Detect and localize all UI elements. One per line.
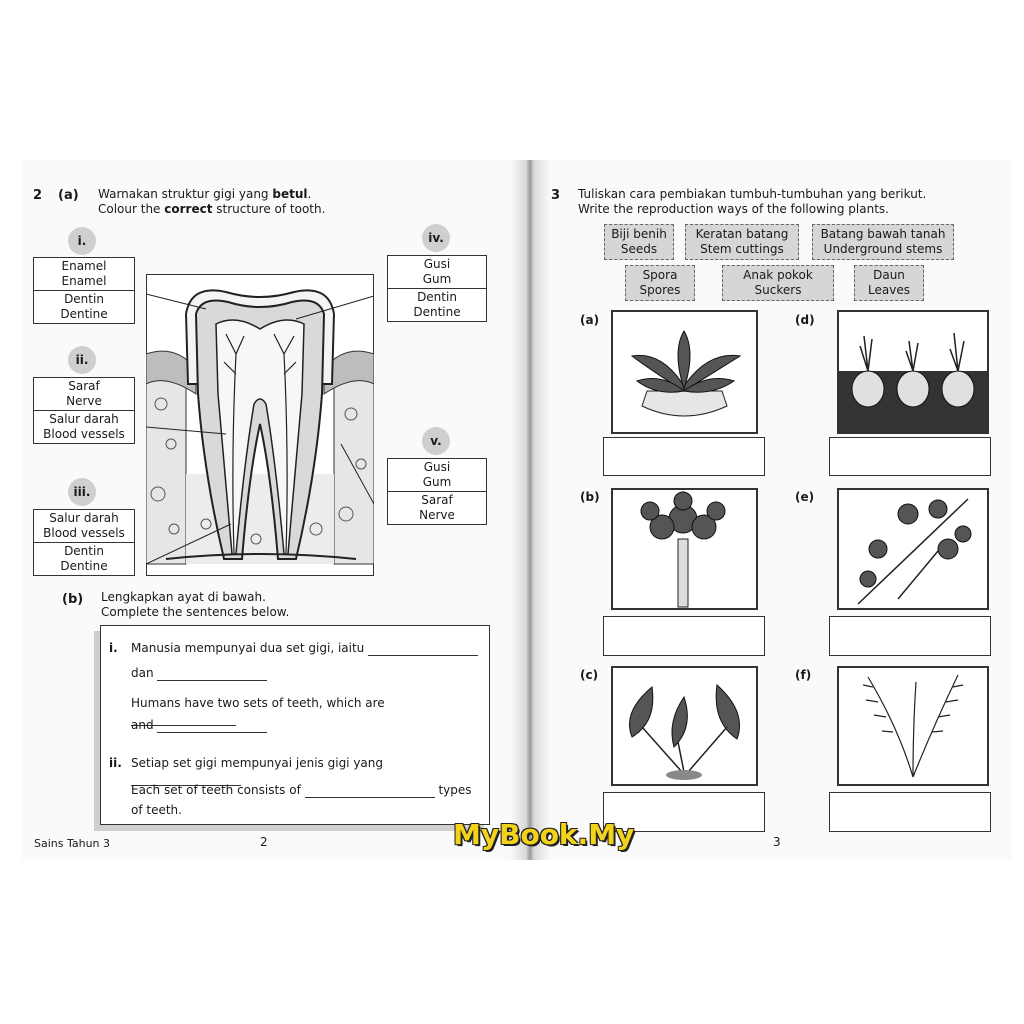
sentence-i-en-and (131, 718, 267, 733)
option-gum[interactable]: Gusi Gum (388, 459, 486, 492)
plant-e-picture (837, 488, 989, 610)
plant-d-label: (d) (795, 313, 815, 327)
question-2b-marker: (b) (62, 592, 84, 607)
instruction-en-post: structure of tooth. (212, 202, 326, 216)
option-ms: Biji benih (611, 227, 667, 241)
option-en: Spores (639, 283, 681, 297)
sentence-i-ms-text: Manusia mempunyai dua set gigi, iaitu (131, 641, 365, 655)
option-spores (625, 265, 695, 301)
dan-text: dan (131, 666, 154, 680)
option-ms: Anak pokok (743, 268, 813, 282)
group-iii-marker: iii. (68, 478, 96, 506)
option-blood-vessels[interactable]: Salur darah Blood vessels (43, 412, 125, 441)
instruction-2b-en: Complete the sentences below. (101, 605, 290, 619)
sentence-i-en-text: Humans have two sets of teeth, which are (131, 696, 385, 710)
sentence-ii-ms (131, 756, 481, 786)
sentence-i-ms (131, 641, 481, 656)
sentence-i-ms-dan (131, 666, 267, 681)
answer-box-a[interactable] (603, 437, 765, 476)
option-suckers (722, 265, 834, 301)
plant-c-label: (c) (580, 668, 599, 682)
plant-c-picture (611, 666, 758, 786)
sentence-ii-en (131, 783, 481, 798)
instruction-ms-pre: Warnakan struktur gigi yang (98, 187, 273, 201)
book-gutter (510, 160, 550, 860)
question-3-instruction (578, 187, 978, 217)
option-en: Suckers (754, 283, 802, 297)
option-en: Stem cuttings (700, 242, 784, 256)
sentence-i-number: i. (109, 641, 118, 655)
plant-a-picture (611, 310, 758, 434)
page-number-right: 3 (773, 835, 781, 849)
instruction-3-en: Write the reproduction ways of the following plants. (578, 202, 889, 216)
instruction-en-pre: Colour the (98, 202, 165, 216)
question-2a-instruction (98, 187, 418, 217)
option-leaves (854, 265, 924, 301)
sentence-ii-number: ii. (109, 756, 122, 770)
option-ms: Batang bawah tanah (820, 227, 946, 241)
question-2b-instruction (101, 590, 401, 620)
option-underground-stems (812, 224, 954, 260)
answer-box-f[interactable] (829, 792, 991, 832)
plant-b-label: (b) (580, 490, 600, 504)
answer-blank[interactable] (368, 655, 478, 656)
group-iii-options (33, 509, 135, 576)
group-iv-options (387, 255, 487, 322)
option-en: Leaves (868, 283, 910, 297)
question-3-number: 3 (551, 188, 561, 203)
option-gum[interactable]: Gusi Gum (388, 256, 486, 289)
answer-blank[interactable] (305, 797, 435, 798)
option-dentine[interactable]: Dentin Dentine (413, 290, 461, 319)
group-v-marker: v. (422, 427, 450, 455)
sentence-ii-en-pre: Each set of teeth consists of (131, 783, 301, 797)
answer-blank[interactable] (157, 732, 267, 733)
instruction-ms-post: . (307, 187, 312, 201)
option-blood-vessels[interactable]: Salur darah Blood vessels (34, 510, 134, 543)
option-dentine[interactable]: Dentin Dentine (60, 292, 108, 321)
option-seeds (604, 224, 674, 260)
sentence-ii-ms-text: Setiap set gigi mempunyai jenis gigi yang (131, 756, 384, 770)
sentence-ii-en-types: types (438, 783, 472, 797)
plant-d-picture (837, 310, 989, 434)
instruction-2b-ms: Lengkapkan ayat di bawah. (101, 590, 266, 604)
answer-box-e[interactable] (829, 616, 991, 656)
option-ms: Daun (873, 268, 905, 282)
question-2-number: 2 (33, 188, 43, 203)
group-ii-options (33, 377, 135, 444)
sentence-ii-en-post: of teeth. (131, 803, 182, 817)
group-i-marker: i. (68, 227, 96, 255)
plant-b-picture (611, 488, 758, 610)
option-nerve[interactable]: Saraf Nerve (419, 493, 455, 522)
plant-f-picture (837, 666, 989, 786)
watermark-text: MyBook.My (453, 818, 635, 851)
footer-title: Sains Tahun 3 (34, 837, 111, 850)
instruction-en-bold: correct (164, 202, 213, 216)
group-iv-marker: iv. (422, 224, 450, 252)
option-enamel[interactable]: Enamel Enamel (34, 258, 134, 291)
option-dentine[interactable]: Dentin Dentine (60, 544, 108, 573)
option-stem-cuttings (685, 224, 799, 260)
group-ii-marker: ii. (68, 346, 96, 374)
option-nerve[interactable]: Saraf Nerve (34, 378, 134, 411)
answer-blank[interactable] (157, 680, 267, 681)
question-2a-marker: (a) (58, 188, 79, 203)
group-i-options (33, 257, 135, 324)
answer-box-b[interactable] (603, 616, 765, 656)
option-en: Seeds (620, 242, 658, 256)
sentence-box (100, 625, 490, 825)
option-en: Underground stems (823, 242, 943, 256)
instruction-ms-bold: betul (272, 187, 308, 201)
plant-e-label: (e) (795, 490, 815, 504)
plant-f-label: (f) (795, 668, 812, 682)
answer-box-d[interactable] (829, 437, 991, 476)
and-text: and (131, 718, 154, 732)
tooth-diagram (146, 274, 374, 576)
group-v-options (387, 458, 487, 525)
page-number-left: 2 (260, 835, 268, 849)
plant-a-label: (a) (580, 313, 600, 327)
option-ms: Keratan batang (695, 227, 789, 241)
instruction-3-ms: Tuliskan cara pembiakan tumbuh-tumbuhan yang berikut. (578, 187, 927, 201)
option-ms: Spora (642, 268, 678, 282)
